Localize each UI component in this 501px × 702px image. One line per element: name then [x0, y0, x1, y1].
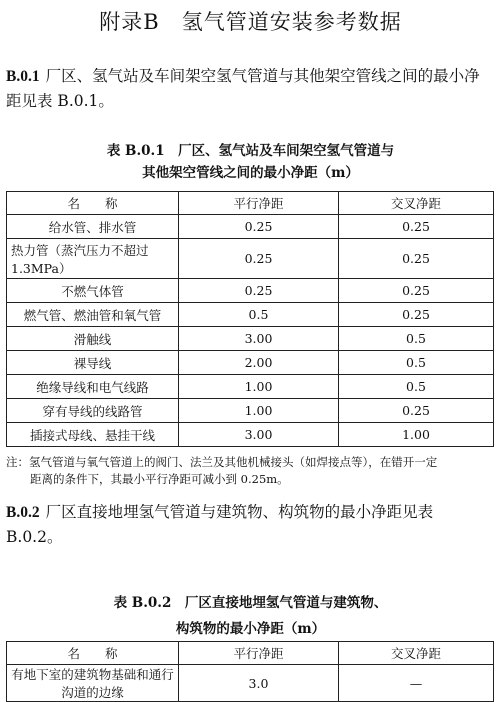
row-parallel: 2.00 — [179, 351, 339, 375]
table-row — [7, 239, 494, 279]
row-cross: 0.25 — [339, 303, 494, 327]
table-b01-note — [6, 454, 494, 488]
row-name: 不燃气体管 — [7, 279, 179, 303]
header-parallel: 平行净距 — [179, 192, 339, 215]
table-b01 — [6, 191, 494, 447]
table-row — [7, 665, 494, 702]
section-text: 厂区、氢气站及车间架空氢气管道与其他架空管线之间的最小净距见表 B.0.1。 — [6, 67, 480, 110]
row-parallel: 1.00 — [179, 399, 339, 423]
table-row — [7, 279, 494, 303]
note-line-2: 距离的条件下，其最小平行净距可减小到 0.25m。 — [30, 472, 289, 486]
row-name: 滑触线 — [7, 327, 179, 351]
row-name: 绝缘导线和电气线路 — [7, 375, 179, 399]
row-parallel: 1.00 — [179, 375, 339, 399]
table-b02-caption — [0, 592, 501, 640]
row-name: 裸导线 — [7, 351, 179, 375]
section-number: B.0.1 — [6, 68, 40, 85]
caption-title-1: 厂区直接地埋氢气管道与建筑物、 — [184, 595, 388, 611]
row-cross: 0.25 — [339, 279, 494, 303]
row-cross: 1.00 — [339, 423, 494, 447]
header-cross: 交叉净距 — [339, 642, 494, 665]
caption-line-2: 构筑物的最小净距（m） — [175, 621, 326, 637]
note-line-1: 注：氢气管道与氧气管道上的阀门、法兰及其他机械接头（如焊接点等），在错开一定 — [6, 455, 438, 469]
table-b02 — [6, 641, 494, 702]
table-row — [7, 423, 494, 447]
table-row — [7, 399, 494, 423]
row-parallel: 3.00 — [179, 327, 339, 351]
caption-line-2: 其他架空管线之间的最小净距（m） — [142, 165, 359, 181]
caption-line-1 — [0, 592, 501, 614]
row-name: 热力管（蒸汽压力不超过 1.3MPa） — [7, 239, 179, 279]
table-header-row — [7, 642, 494, 665]
table-row — [7, 215, 494, 239]
appendix-title: 附录B 氢气管道安装参考数据 — [99, 10, 402, 34]
row-cross: 0.5 — [339, 351, 494, 375]
row-parallel: 0.25 — [179, 215, 339, 239]
table-b01-caption — [0, 140, 501, 184]
row-parallel: 3.00 — [179, 423, 339, 447]
row-cross: 0.25 — [339, 215, 494, 239]
row-name: 穿有导线的线路管 — [7, 399, 179, 423]
caption-number: 表 B.0.1 — [106, 143, 165, 159]
row-parallel: 0.25 — [179, 239, 339, 279]
row-name: 给水管、排水管 — [7, 215, 179, 239]
row-name: 燃气管、燃油管和氧气管 — [7, 303, 179, 327]
section-number: B.0.2 — [6, 504, 40, 521]
row-cross: 0.25 — [339, 399, 494, 423]
row-name: 插接式母线、悬挂干线 — [7, 423, 179, 447]
row-cross: — — [339, 665, 494, 702]
row-parallel: 0.25 — [179, 279, 339, 303]
table-row — [7, 303, 494, 327]
header-cross: 交叉净距 — [339, 192, 494, 215]
section-b02-paragraph — [6, 500, 494, 549]
row-cross: 0.25 — [339, 239, 494, 279]
table-row — [7, 327, 494, 351]
row-parallel: 0.5 — [179, 303, 339, 327]
section-b01-paragraph — [6, 64, 494, 113]
table-header-row — [7, 192, 494, 215]
row-name: 有地下室的建筑物基础和通行沟道的边缘 — [7, 665, 179, 702]
header-parallel: 平行净距 — [179, 642, 339, 665]
row-parallel: 3.0 — [179, 665, 339, 702]
section-text: 厂区直接地埋氢气管道与建筑物、构筑物的最小净距见表 B.0.2。 — [6, 503, 434, 546]
caption-number: 表 B.0.2 — [113, 595, 172, 611]
header-name: 名 称 — [7, 642, 179, 665]
caption-line-1 — [0, 140, 501, 162]
caption-title-1: 厂区、氢气站及车间架空氢气管道与 — [178, 143, 395, 159]
table-row — [7, 375, 494, 399]
row-cross: 0.5 — [339, 327, 494, 351]
row-cross: 0.5 — [339, 375, 494, 399]
table-row — [7, 351, 494, 375]
header-name: 名 称 — [7, 192, 179, 215]
